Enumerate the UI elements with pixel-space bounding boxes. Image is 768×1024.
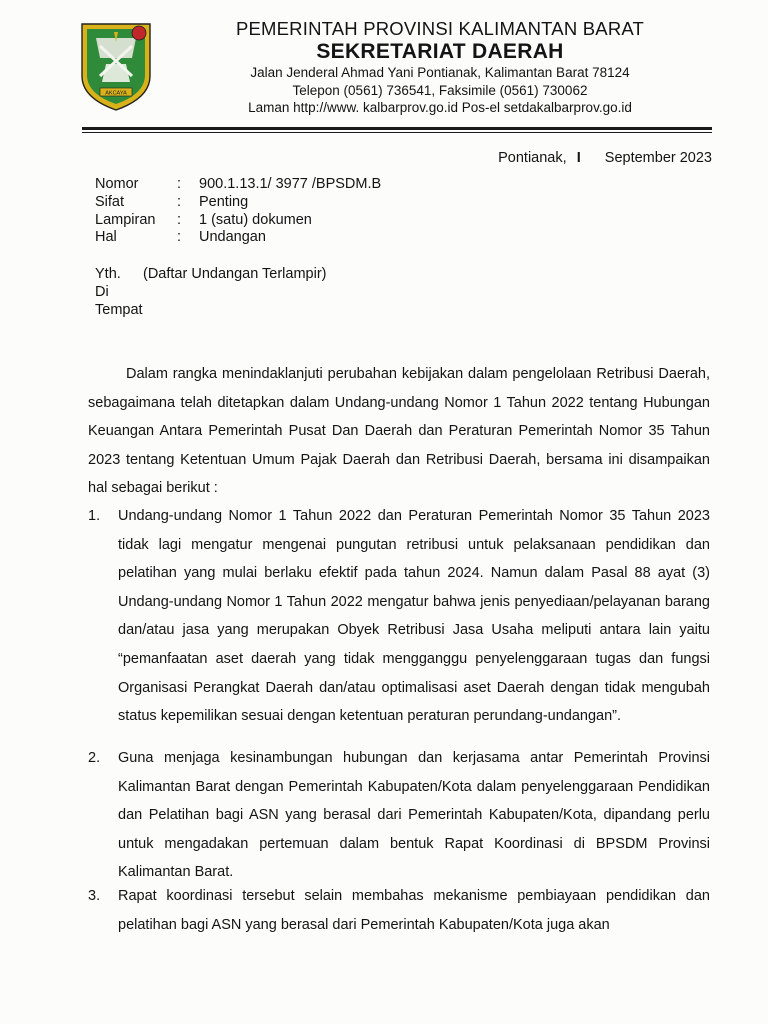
list-item [88,744,710,887]
meta-separator: : [177,176,182,192]
meta-value: 1 (satu) dokumen [199,211,312,228]
letter-date [498,150,712,166]
list-item-number: 1. [88,508,101,524]
addressee-salutation: Yth. [95,266,121,282]
list-item [88,882,710,939]
list-item [88,502,710,731]
letterhead-office-name: SEKRETARIAT DAERAH [316,40,564,63]
meta-value: Undangan [199,229,266,246]
meta-separator: : [177,211,182,228]
list-item-number: 3. [88,888,101,904]
letterhead-address: Jalan Jenderal Ahmad Yani Pontianak, Kalimantan Barat 78124 [250,65,630,80]
list-item-text: Rapat koordinasi tersebut selain membahas mekanisme pembiayaan pendidikan dan pelatihan bagi ASN yang berasal dari Pemerintah Kabupaten/Kota juga akan [118,888,710,933]
list-item-text: Undang-undang Nomor 1 Tahun 2022 dan Peraturan Pemerintah Nomor 35 Tahun 2023 tidak lagi mengatur mengenai pungutan retribusi untuk pelaksanaan pendidikan dan pelatihan yang mulai berlaku efektif pada tahun 2024. Namun dalam Pasal 88 ayat (3) Undang-undang Nomor 1 Tahun 2022 mengatur bahwa jenis penyediaan/pelayanan barang dan/atau jasa yang merupakan Obyek Retribusi Jasa Usaha meliputi antara lain yaitu “pemanfaatan aset daerah yang tidak mengganggu penyelenggaraan tugas dan fungsi Organisasi Perangkat Daerah dan/atau optimalisasi aset Daerah dengan tidak mengubah status kepemilikan sesuai dengan ketentuan peraturan perundang-undangan”. [118,508,710,725]
letter-meta-table [95,176,381,247]
meta-row [95,194,381,212]
letterhead-phone: Telepon (0561) 736541, Faksimile (0561) 730062 [292,82,588,98]
addressee-recipient: (Daftar Undangan Terlampir) [143,266,327,282]
letterhead-divider-thin [82,132,712,133]
meta-row [95,176,381,194]
intro-paragraph: Dalam rangka menindaklanjuti perubahan kebijakan dalam pengelolaan Retribusi Daerah, sebagaimana telah ditetapkan dalam Undang-undang Nomor 1 Tahun 2022 tentang Hubungan Keuangan Antara Pemerintah Pusat Dan Daerah dan Peraturan Pemerintah Nomor 35 Tahun 2023 tentang Ketentuan Umum Pajak Daerah dan Retribusi Daerah, bersama ini disampaikan hal sebagai berikut : [88,366,710,497]
date-city: Pontianak, [498,150,567,166]
meta-row [95,212,381,230]
meta-key: Nomor [95,176,139,192]
letterhead-website: Laman http://www. kalbarprov.go.id Pos-el setdakalbarprov.go.id [248,100,632,115]
province-emblem-logo [78,18,154,112]
meta-key: Sifat [95,193,125,210]
meta-key: Lampiran [95,211,156,228]
list-item-text: Guna menjaga kesinambungan hubungan dan kerjasama antar Pemerintah Provinsi Kalimantan Barat dengan Pemerintah Kabupaten/Kota dalam penyelenggaraan Pendidikan dan Pelatihan bagi ASN yang berasal dari Pemerintah Kabupaten/Kota, dipandang perlu untuk mengadakan pertemuan dalam bentuk Rapat Koordinasi di BPSDM Provinsi Kalimantan Barat. [118,750,710,881]
addressee-di: Di [95,284,109,300]
meta-row [95,229,381,247]
letterhead-divider-thick [82,127,712,130]
meta-separator: : [177,193,182,210]
addressee-place: Tempat [95,302,143,318]
letterhead-government-name: PEMERINTAH PROVINSI KALIMANTAN BARAT [235,18,645,39]
meta-key: Hal [95,229,117,246]
meta-value: 900.1.13.1/ 3977 /BPSDM.B [199,176,382,192]
date-handwritten-mark: I [576,150,581,166]
date-month-year: September 2023 [604,150,712,166]
logo-motto-text: AKCAYA [105,90,127,97]
meta-separator: : [177,229,182,246]
addressee-block [95,265,326,319]
letterhead [160,18,720,117]
meta-value: Penting [199,193,249,210]
list-item-number: 2. [88,750,101,766]
